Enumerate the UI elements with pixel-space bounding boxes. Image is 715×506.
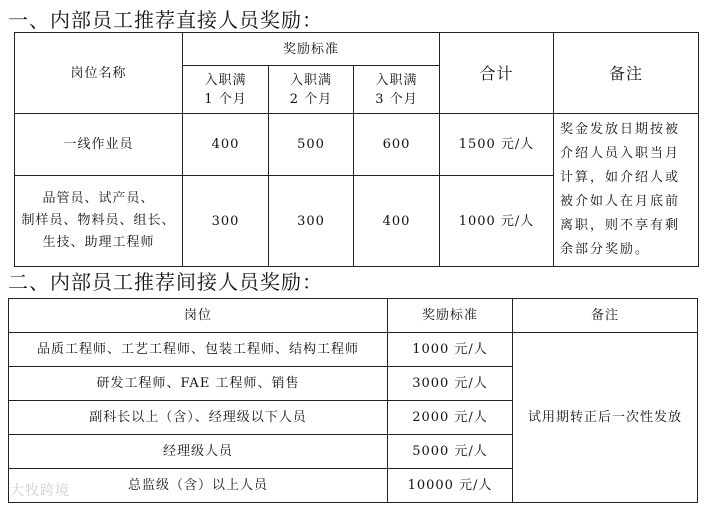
row-position: 品质工程师、工艺工程师、包装工程师、结构工程师 [9, 333, 388, 367]
watermark: 大牧跨境 [10, 483, 70, 499]
row-month-3: 400 [354, 176, 440, 267]
row-month-1: 400 [183, 114, 269, 176]
header-month-2: 入职满 2 个月 [269, 66, 354, 114]
row-total: 1500 元/人 [440, 114, 554, 176]
header-reward-standard: 奖励标准 [183, 33, 440, 66]
row-month-1: 300 [183, 176, 269, 267]
header-month-1: 入职满 1 个月 [183, 66, 269, 114]
remark-cell: 试用期转正后一次性发放 [513, 333, 698, 503]
row-position: 一线作业员 [15, 114, 183, 176]
row-position: 副科长以上（含）、经理级以下人员 [9, 401, 388, 435]
row-position: 研发工程师、FAE 工程师、销售 [9, 367, 388, 401]
row-month-2: 500 [269, 114, 354, 176]
row-month-2: 300 [269, 176, 354, 267]
section2-title: 二、内部员工推荐间接人员奖励： [8, 270, 323, 294]
header-remark: 备注 [513, 299, 698, 333]
row-reward: 2000 元/人 [388, 401, 513, 435]
header-total: 合计 [440, 33, 554, 114]
section1-title: 一、内部员工推荐直接人员奖励： [8, 8, 323, 32]
header-remark: 备注 [554, 33, 699, 114]
row-position: 总监级（含）以上人员 [9, 469, 388, 503]
header-reward: 奖励标准 [388, 299, 513, 333]
remark-cell: 奖金发放日期按被 介绍人员入职当月 计算，如介绍人或 被介如人在月底前 离职，则不享有剩 余部分奖励。 [554, 114, 699, 267]
header-position: 岗位 [9, 299, 388, 333]
indirect-referral-table [8, 298, 698, 503]
row-reward: 5000 元/人 [388, 435, 513, 469]
table-row [15, 114, 699, 176]
row-reward: 10000 元/人 [388, 469, 513, 503]
header-month-3: 入职满 3 个月 [354, 66, 440, 114]
row-month-3: 600 [354, 114, 440, 176]
row-position: 经理级人员 [9, 435, 388, 469]
header-position: 岗位名称 [15, 33, 183, 114]
table-row [9, 333, 698, 367]
row-total: 1000 元/人 [440, 176, 554, 267]
direct-referral-table [14, 32, 699, 267]
row-reward: 1000 元/人 [388, 333, 513, 367]
row-position: 品管员、试产员、 制样员、物料员、组长、 生技、助理工程师 [15, 176, 183, 267]
row-reward: 3000 元/人 [388, 367, 513, 401]
